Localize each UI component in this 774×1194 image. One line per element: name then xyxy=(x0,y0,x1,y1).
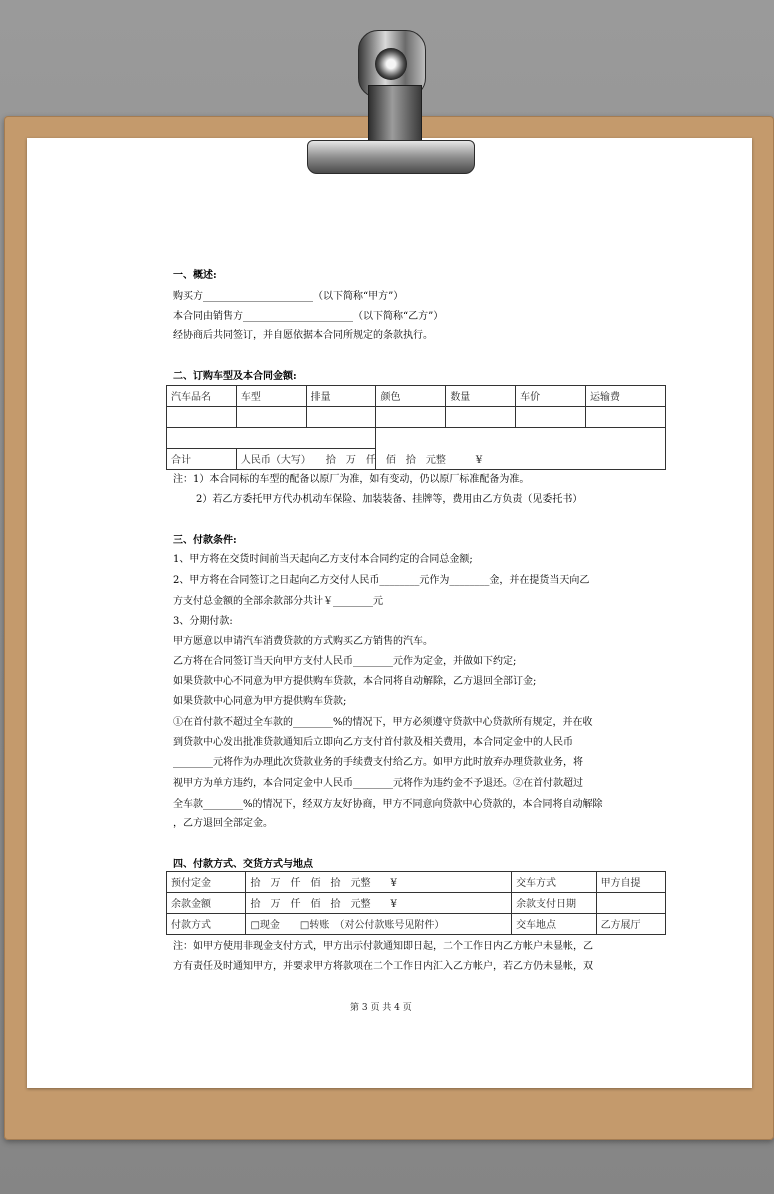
payment-line: 全车款________%的情况下，经双方友好协商，甲方不同意向贷款中心贷款的，本合同将自动解除 xyxy=(173,799,603,810)
payment-line: 如果贷款中心不同意为甲方提供购车贷款，本合同将自动解除，乙方退回全部订金; xyxy=(173,676,537,687)
section4-title: 四、付款方式、交货方式与地点 xyxy=(173,859,313,870)
table-row xyxy=(167,407,666,428)
row-label: 交车地点 xyxy=(512,914,597,935)
table-row xyxy=(167,893,666,914)
order-table xyxy=(166,385,666,470)
payment-line: 到贷款中心发出批准贷款通知后立即向乙方支付首付款及相关费用，本合同定金中的人民币 xyxy=(173,737,573,748)
section1-title: 一、概述: xyxy=(173,270,217,281)
header-cell: 运输费 xyxy=(585,386,665,407)
row-value: 甲方自提 xyxy=(596,872,665,893)
binder-clip-hole xyxy=(375,48,407,80)
payment-line: 甲方愿意以申请汽车消费贷款的方式购买乙方销售的汽车。 xyxy=(173,636,433,647)
table-cell xyxy=(306,407,376,428)
table-cell xyxy=(446,407,516,428)
header-cell: 车型 xyxy=(236,386,306,407)
payment-line: 方支付总金额的全部余款部分共计￥________元 xyxy=(173,596,383,607)
table-cell xyxy=(585,407,665,428)
row-label: 预付定金 xyxy=(167,872,246,893)
header-cell: 数量 xyxy=(446,386,516,407)
row-label: 余款金额 xyxy=(167,893,246,914)
table-cell xyxy=(516,407,586,428)
payment-line: ①在首付款不超过全车款的________%的情况下，甲方必须遵守贷款中心贷款所有规定，并在收 xyxy=(173,717,593,728)
table-header-row xyxy=(167,386,666,407)
payment-line: ，乙方退回全部定金。 xyxy=(173,818,273,829)
payment-table xyxy=(166,871,666,935)
header-cell: 排量 xyxy=(306,386,376,407)
payment-line: 如果贷款中心同意为甲方提供购车贷款; xyxy=(173,696,347,707)
table-cell xyxy=(376,407,446,428)
order-note-2: 2）若乙方委托甲方代办机动车保险、加装装备、挂牌等，费用由乙方负责（见委托书） xyxy=(196,494,583,505)
total-label: 合计 xyxy=(167,449,237,470)
payment-line: 1、甲方将在交货时间前当天起向乙方支付本合同约定的合同总金额; xyxy=(173,554,473,565)
payment-line: 乙方将在合同签订当天向甲方支付人民币________元作为定金，并做如下约定; xyxy=(173,656,517,667)
payment-note-1: 注：如甲方使用非现金支付方式，甲方出示付款通知即日起，二个工作日内乙方帐户未显帐，乙 xyxy=(173,941,593,952)
table-cell xyxy=(167,407,237,428)
section2-title: 二、订购车型及本合同金额: xyxy=(173,371,297,382)
order-note-1: 注：1）本合同标的车型的配备以原厂为准，如有变动，仍以原厂标准配备为准。 xyxy=(173,474,530,485)
payment-line: ________元将作为办理此次贷款业务的手续费支付给乙方。如甲方此时放弃办理贷款业务，将 xyxy=(173,757,583,768)
intro-line: 经协商后共同签订，并自愿依据本合同所规定的条款执行。 xyxy=(173,330,433,341)
row-value: 拾 万 仟 佰 拾 元整 ¥ xyxy=(246,893,512,914)
table-row xyxy=(167,914,666,935)
row-value: □现金 □转账 （对公付款账号见附件） xyxy=(246,914,512,935)
total-value: 人民币（大写） 拾 万 仟 佰 拾 元整 ¥ xyxy=(236,449,665,470)
section3-title: 三、付款条件: xyxy=(173,535,237,546)
payment-line: 2、甲方将在合同签订之日起向乙方交付人民币________元作为________金，并在提货当天向乙 xyxy=(173,575,590,586)
binder-clip-arm xyxy=(368,85,422,147)
row-label: 余款支付日期 xyxy=(512,893,597,914)
binder-clip-base xyxy=(307,140,475,174)
buyer-line: 购买方______________________（以下简称“甲方”） xyxy=(173,291,404,302)
table-row xyxy=(167,872,666,893)
seller-line: 本合同由销售方______________________（以下简称“乙方”） xyxy=(173,311,444,322)
row-value: 拾 万 仟 佰 拾 元整 ¥ xyxy=(246,872,512,893)
table-row xyxy=(167,428,666,449)
payment-line: 视甲方为单方违约，本合同定金中人民币________元将作为违约金不予退还。②在首付款超过 xyxy=(173,778,583,789)
table-cell xyxy=(236,407,306,428)
payment-line: 3、分期付款: xyxy=(173,616,233,627)
row-label: 交车方式 xyxy=(512,872,597,893)
row-label: 付款方式 xyxy=(167,914,246,935)
row-value: 乙方展厅 xyxy=(596,914,665,935)
table-cell xyxy=(167,428,376,449)
header-cell: 颜色 xyxy=(376,386,446,407)
payment-note-2: 方有责任及时通知甲方，并要求甲方将款项在二个工作日内汇入乙方帐户，若乙方仍未显帐，双 xyxy=(173,961,593,972)
row-value xyxy=(596,893,665,914)
page-number: 第 3 页 共 4 页 xyxy=(350,1003,412,1013)
header-cell: 汽车品名 xyxy=(167,386,237,407)
total-row xyxy=(167,449,666,470)
header-cell: 车价 xyxy=(516,386,586,407)
